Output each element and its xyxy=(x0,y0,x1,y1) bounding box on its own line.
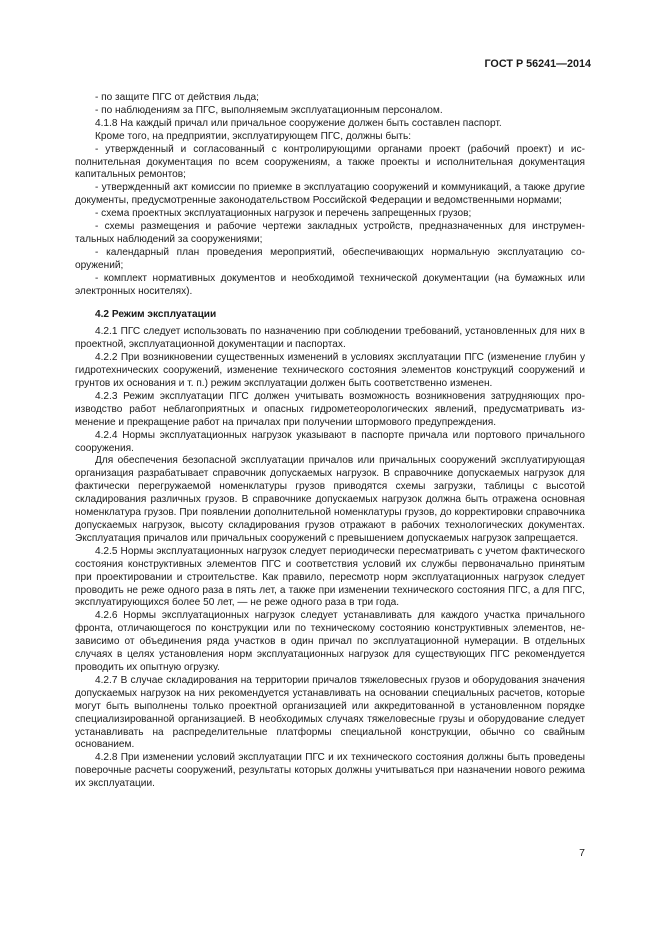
clause-4-2-6: 4.2.6 Нормы эксплуатационных нагрузок следует устанавливать для каждого участка причального фронта, отличающегося по конструкции или по техническому состоянию конструктивных элементов, независимо от объединения ряда участков в один причал по эксплуатационной нумерации. В отдельных случаях в целях установления норм эксплуатационных нагрузок для существующих ПГС рекомендуется проводить их опытную огрузку. xyxy=(75,610,585,673)
section-heading: 4.2 Режим эксплуатации xyxy=(95,308,217,320)
clause-4-1-8: 4.1.8 На каждый причал или причальное сооружение должен быть составлен паспорт. xyxy=(95,117,502,129)
page-content xyxy=(75,92,585,791)
page-number: 7 xyxy=(579,847,585,859)
clause-4-2-4: 4.2.4 Нормы эксплуатационных нагрузок указывают в паспорте причала или портового причального сооружения. xyxy=(75,429,585,454)
list-item-observations: - по наблюдениям за ПГС, выполняемым эксплуатационным персоналом. xyxy=(95,104,443,116)
paragraph-required-documents: Кроме того, на предприятии, эксплуатирующем ПГС, должны быть: xyxy=(95,130,412,142)
list-item-acceptance-act: - утвержденный акт комиссии по приемке в эксплуатацию сооружений и коммуникаций, а также другие документы, предусмотренные законодательством Российской Федерации и ведомственными нормами; xyxy=(75,182,585,207)
list-item-ice-protection: - по защите ПГС от действия льда; xyxy=(95,92,259,103)
list-item-calendar-plan: - календарный план проведения мероприятий, обеспечивающих нормальную эксплуатацию сооружений; xyxy=(75,246,585,271)
standard-designation: ГОСТ Р 56241—2014 xyxy=(484,58,591,70)
clause-4-2-7: 4.2.7 В случае складирования на территории причалов тяжеловесных грузов и оборудования значения допускаемых нагрузок на них рекомендуется устанавливать на основании специальных расчетов, которые могут быть выполнены только проектной организацией или аккредитованной в установленном порядке специализированной организацией. В необходимых случаях тяжеловесные грузы и оборудование следует устанавливать на распределительные платформы специальной конструкции, обычно со свайным основанием. xyxy=(75,674,585,751)
list-item-load-scheme: - схема проектных эксплуатационных нагрузок и перечень запрещенных грузов; xyxy=(95,208,472,220)
clause-4-2-3: 4.2.3 Режим эксплуатации ПГС должен учитывать возможность возникновения затрудняющих производство работ неблагоприятных и опасных гидрометеорологических явлений, предусматривать изменение и прекращение работ на причалах при получении штормового предупреждения. xyxy=(75,390,585,428)
clause-4-2-2: 4.2.2 При возникновении существенных изменений в условиях эксплуатации ПГС (изменение глубин у гидротехнических сооружений, изменение технического состояния элементов конструкций сооружений и грунтов их основания и т. п.) режим эксплуатации должен быть соответственно изменен. xyxy=(75,352,585,390)
clause-4-2-1: 4.2.1 ПГС следует использовать по назначению при соблюдении требований, установленных для них в проектной, эксплуатационной документации и паспортах. xyxy=(75,326,585,351)
list-item-normative-docs: - комплект нормативных документов и необходимой технической документации (на бумажных или электронных носителях). xyxy=(75,272,585,297)
list-item-embedded-devices: - схемы размещения и рабочие чертежи закладных устройств, предназначенных для инструментальных наблюдений за сооружениями; xyxy=(75,221,585,245)
paragraph-load-handbook: Для обеспечения безопасной эксплуатации причалов или причальных сооружений эксплуатирующая организация разрабатывает справочник допускаемых нагрузок. В справочнике допускаемых нагрузок для фактически перегружаемой номенклатуры грузов приводятся схемы загрузки, таблицы с высотой складирования различных грузов. В справочнике допускаемых нагрузок должна быть отражена основная номенклатура грузов. При появлении дополнительной номенклатуры грузов, до корректировки справочника допускаемых нагрузок, высоту складирования грузов отражают в рабочих технологических документах. Эксплуатация причалов или причальных сооружений с превышением допускаемых нагрузок запрещается. xyxy=(75,455,585,544)
clause-4-2-8: 4.2.8 При изменении условий эксплуатации ПГС и их технического состояния должны быть проведены поверочные расчеты сооружений, результаты которых должны учитываться при назначении нового режима их эксплуатации. xyxy=(75,752,585,790)
list-item-project: - утвержденный и согласованный с контролирующими органами проект (рабочий проект) и исполнительная документация по всем сооружениям, а также проекты и исполнительная документация капитальных ремонтов; xyxy=(75,143,585,181)
clause-4-2-5: 4.2.5 Нормы эксплуатационных нагрузок следует периодически пересматривать с учетом фактического состояния конструктивных элементов ПГС и соответствия условий их службы первоначально принятым при проектировании и строительстве. Как правило, пересмотр норм эксплуатационных нагрузок следует проводить не реже одного раза в пять лет, а также при изменении технического состояния ПГС, а для ПГС, эксплуатирующихся более 50 лет, — не реже одного раза в три года. xyxy=(75,545,585,609)
